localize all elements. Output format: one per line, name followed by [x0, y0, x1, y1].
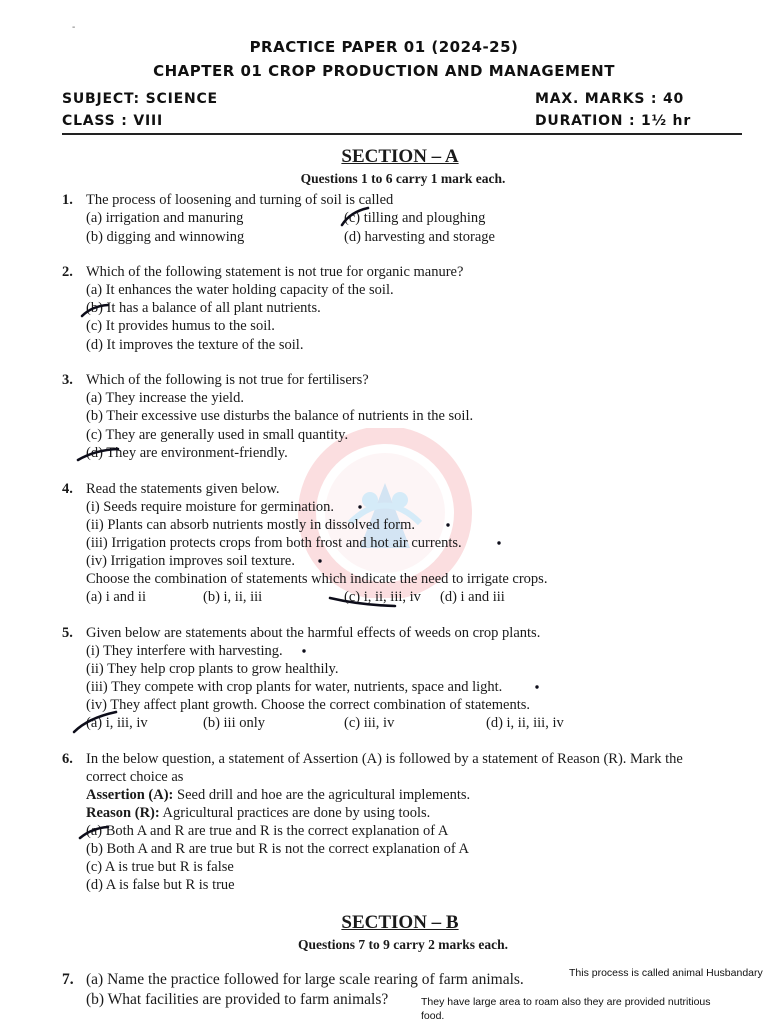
q5-statement-2: (ii) They help crop plants to grow healthily.	[86, 661, 339, 677]
section-a-title: SECTION – A	[341, 146, 459, 167]
q4-option-c: (c) i, ii, iii, iv	[344, 589, 421, 605]
q5-statement-4: (iv) They affect plant growth. Choose the correct combination of statements.	[86, 697, 530, 713]
q2-text: Which of the following statement is not true for organic manure?	[86, 264, 464, 280]
q6-option-d: (d) A is false but R is true	[86, 877, 235, 893]
q2-option-d: (d) It improves the texture of the soil.	[86, 337, 304, 353]
q4-statement-2: (ii) Plants can absorb nutrients mostly in dissolved form.	[86, 517, 416, 533]
q1-option-a: (a) irrigation and manuring	[86, 210, 244, 226]
q5-text: Given below are statements about the harmful effects of weeds on crop plants.	[86, 625, 541, 641]
q4-dot-2	[446, 523, 449, 526]
q5-dot-1	[302, 649, 305, 652]
q7-number: 7.	[62, 971, 74, 988]
corner-mark: -	[72, 22, 76, 33]
q5-option-b: (b) iii only	[203, 715, 266, 731]
class-label: CLASS : VIII	[62, 113, 163, 129]
header-divider	[62, 133, 742, 135]
q1-option-b: (b) digging and winnowing	[86, 229, 245, 245]
q5-option-d: (d) i, ii, iii, iv	[486, 715, 564, 731]
q5-option-c: (c) iii, iv	[344, 715, 395, 731]
assertion-text: Seed drill and hoe are the agricultural implements.	[173, 787, 471, 803]
q4-statement-1: (i) Seeds require moisture for germination.	[86, 499, 335, 515]
q3-option-b: (b) Their excessive use disturbs the balance of nutrients in the soil.	[86, 408, 474, 424]
section-b-title: SECTION – B	[341, 912, 459, 933]
q5-dot-2	[535, 685, 538, 688]
q7-answer-b-line1: They have large area to roam also they are provided nutritious	[421, 996, 711, 1008]
q6-number: 6.	[62, 751, 73, 767]
duration-label: DURATION : 1½ hr	[535, 113, 692, 129]
q4-option-a: (a) i and ii	[86, 589, 146, 605]
q6-text-line2: correct choice as	[86, 769, 184, 785]
paper-title: PRACTICE PAPER 01 (2024-25)	[249, 38, 519, 56]
chapter-title: CHAPTER 01 CROP PRODUCTION AND MANAGEMENT	[153, 62, 615, 80]
q4-instruction: Choose the combination of statements which indicate the need to irrigate crops.	[86, 571, 548, 587]
q7-part-b: (b) What facilities are provided to farm animals?	[86, 991, 389, 1008]
q1-number: 1.	[62, 192, 73, 208]
q2-option-a: (a) It enhances the water holding capacity of the soil.	[86, 282, 394, 298]
q4-statement-4: (iv) Irrigation improves soil texture.	[86, 553, 295, 569]
q5-statement-1: (i) They interfere with harvesting.	[86, 643, 283, 659]
q6-reason	[86, 805, 430, 822]
q6-text-line1: In the below question, a statement of Assertion (A) is followed by a statement of Reason (R). Mark the	[86, 751, 683, 767]
q1-text: The process of loosening and turning of soil is called	[86, 192, 394, 208]
q1-option-d: (d) harvesting and storage	[344, 229, 495, 245]
q7-answer-a: This process is called animal Husbandary	[569, 967, 763, 979]
section-a-subtitle: Questions 1 to 6 carry 1 mark each.	[300, 171, 506, 186]
q3-option-d: (d) They are environment-friendly.	[86, 445, 288, 461]
q1-option-c: (c) tilling and ploughing	[344, 210, 486, 226]
q2-option-c: (c) It provides humus to the soil.	[86, 318, 275, 334]
q3-text: Which of the following is not true for fertilisers?	[86, 372, 369, 388]
q6-assertion	[86, 787, 470, 804]
q6-option-b: (b) Both A and R are true but R is not the correct explanation of A	[86, 841, 469, 857]
q4-option-b: (b) i, ii, iii	[203, 589, 263, 605]
subject-label: SUBJECT: SCIENCE	[62, 91, 218, 107]
q3-option-a: (a) They increase the yield.	[86, 390, 244, 406]
q7-part-a: (a) Name the practice followed for large scale rearing of farm animals.	[86, 971, 524, 988]
assertion-label: Assertion (A):	[86, 787, 174, 803]
reason-label: Reason (R):	[86, 805, 160, 821]
q4-dot-1	[358, 505, 361, 508]
q6-option-a: (a) Both A and R are true and R is the correct explanation of A	[86, 823, 449, 839]
q3-option-c: (c) They are generally used in small quantity.	[86, 427, 349, 443]
q4-number: 4.	[62, 481, 73, 497]
q3-number: 3.	[62, 372, 73, 388]
q2-number: 2.	[62, 264, 73, 280]
q5-statement-3: (iii) They compete with crop plants for water, nutrients, space and light.	[86, 679, 503, 695]
q5-option-a: (a) i, iii, iv	[86, 715, 148, 731]
q6-option-c: (c) A is true but R is false	[86, 859, 234, 875]
q4-dot-4	[318, 559, 321, 562]
q7-answer-b-line2: food.	[421, 1010, 445, 1022]
q4-dot-3	[497, 541, 500, 544]
q4-text: Read the statements given below.	[86, 481, 280, 497]
reason-text: Agricultural practices are done by using tools.	[159, 805, 431, 821]
q4-option-d: (d) i and iii	[440, 589, 505, 605]
q5-number: 5.	[62, 625, 73, 641]
max-marks-label: MAX. MARKS : 40	[535, 91, 685, 107]
q4-statement-3: (iii) Irrigation protects crops from both frost and hot air currents.	[86, 535, 462, 551]
section-b-subtitle: Questions 7 to 9 carry 2 marks each.	[298, 937, 508, 952]
q2-option-b: (b) It has a balance of all plant nutrients.	[86, 300, 321, 316]
